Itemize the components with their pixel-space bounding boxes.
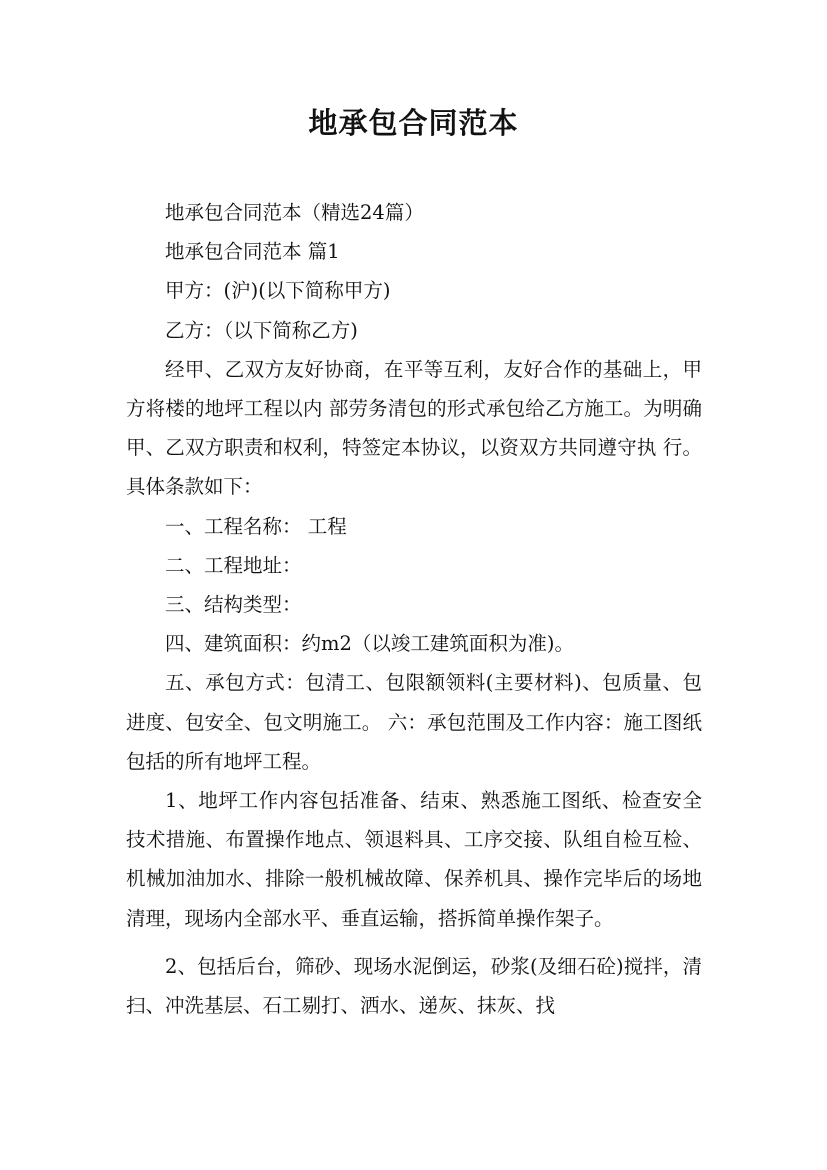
paragraph-project-name: 一、工程名称： 工程: [165, 514, 347, 538]
document-body: [126, 193, 702, 1025]
paragraph-structure-type: 三、结构类型：: [165, 593, 302, 617]
paragraph-item-1: 1、地坪工作内容包括准备、结束、熟悉施工图纸、检查安全技术措施、布置操作地点、领退料具、工序交接、队组自检互检、机械加油加水、排除一般机械故障、保养机具、操作完毕后的场地清理，现场内全部水平、垂直运输，搭拆简单操作架子。: [126, 789, 702, 930]
paragraph-section-heading: 地承包合同范本 篇1: [165, 240, 340, 264]
paragraph-contract-method: 五、承包方式：包清工、包限额领料(主要材料)、包质量、包进度、包安全、包文明施工。 六：承包范围及工作内容：施工图纸包括的所有地坪工程。: [126, 671, 702, 773]
paragraph-project-address: 二、工程地址：: [165, 553, 302, 577]
paragraph-building-area: 四、建筑面积：约m2（以竣工建筑面积为准)。: [165, 632, 575, 656]
paragraph-party-a: 甲方：(沪)(以下简称甲方): [165, 279, 391, 303]
paragraph-party-b: 乙方：（以下简称乙方): [165, 318, 358, 342]
document-title: 地承包合同范本: [308, 106, 519, 140]
paragraph-item-2: 2、包括后台，筛砂、现场水泥倒运，砂浆(及细石砼)搅拌，清扫、冲洗基层、石工剔打、洒水、递灰、抹灰、找: [126, 954, 702, 1018]
paragraph-preamble: 经甲、乙双方友好协商，在平等互利，友好合作的基础上，甲方将楼的地坪工程以内 部劳务清包的形式承包给乙方施工。为明确甲、乙双方职责和权利，特签定本协议，以资双方共同遵守执 行。具体条款如下：: [126, 357, 702, 499]
paragraph-subtitle: 地承包合同范本（精选24篇）: [165, 201, 424, 224]
